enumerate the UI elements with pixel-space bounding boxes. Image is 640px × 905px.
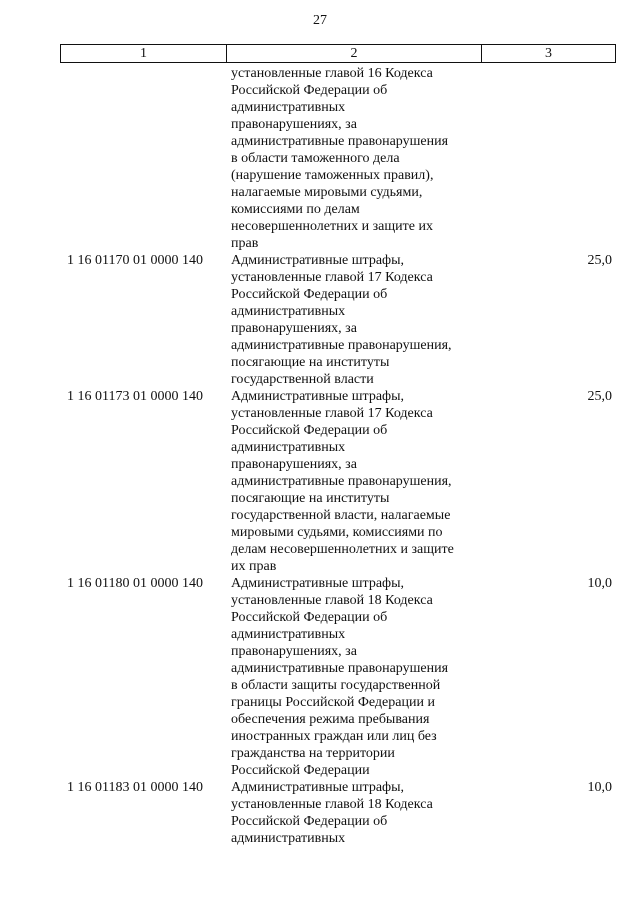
row-name-line: установленные главой 17 Кодекса [231,270,433,285]
row-name-line: гражданства на территории [231,746,395,761]
row-amount: 10,0 [587,780,612,795]
row-name-line: правонарушениях, за [231,644,357,659]
row-name-line: Административные штрафы, [231,389,405,404]
row-name-line: Российской Федерации об [231,814,388,829]
header-cell-code: 1 [61,45,227,63]
row-amount: 25,0 [587,389,612,404]
row-name-line: посягающие на институты [231,491,390,506]
table-row [60,388,615,575]
row-name-line: правонарушениях, за [231,321,357,336]
row-code [60,65,226,252]
table-rows [60,65,615,847]
row-name [226,388,481,575]
row-name-line: правонарушениях, за [231,117,357,132]
row-name-line: комиссиями по делам [231,202,360,217]
row-name-line: Российской Федерации об [231,423,388,438]
row-name-line: установленные главой 17 Кодекса [231,406,433,421]
row-name-line: установленные главой 16 Кодекса [231,66,433,81]
row-name-line: административные правонарушения [231,134,449,149]
row-code: 1 16 01170 01 0000 140 [67,253,203,268]
row-name-line: административных [231,831,346,846]
row-name-line: административные правонарушения, [231,474,452,489]
row-name-line: административные правонарушения, [231,338,452,353]
row-name-line: несовершеннолетних и защите их [231,219,433,234]
row-name-line: государственной власти, налагаемые [231,508,451,523]
table-row [60,575,615,779]
header-cell-name: 2 [227,45,482,63]
table-row [60,779,615,847]
row-name-line: Российской Федерации об [231,610,388,625]
row-name-line: Административные штрафы, [231,780,405,795]
row-name-line: в области защиты государственной [231,678,441,693]
row-name-line: (нарушение таможенных правил), [231,168,434,183]
table-body [60,65,615,847]
row-name-line: Российской Федерации [231,763,370,778]
row-name [226,252,481,388]
row-name-line: установленные главой 18 Кодекса [231,593,433,608]
row-amount: 10,0 [587,576,612,591]
row-amount: 25,0 [587,253,612,268]
page-number: 27 [313,13,327,28]
row-name-line: Административные штрафы, [231,576,405,591]
row-name-line: административных [231,627,346,642]
row-code: 1 16 01183 01 0000 140 [67,780,203,795]
header-row [61,45,616,63]
row-name-line: административных [231,440,346,455]
row-name-line: их прав [231,559,277,574]
row-name-line: Российской Федерации об [231,287,388,302]
row-name-line: мировыми судьями, комиссиями по [231,525,443,540]
row-code: 1 16 01180 01 0000 140 [67,576,203,591]
row-name-line: Административные штрафы, [231,253,405,268]
row-name-line: границы Российской Федерации и [231,695,435,710]
row-name-line: административных [231,100,346,115]
header-cell-amount: 3 [482,45,616,63]
row-name-line: делам несовершеннолетних и защите [231,542,454,557]
row-name-line: административные правонарушения [231,661,449,676]
table-header [60,44,616,63]
row-code: 1 16 01173 01 0000 140 [67,389,203,404]
row-name [226,65,481,252]
row-name-line: иностранных граждан или лиц без [231,729,437,744]
row-name [226,779,481,847]
row-name-line: Российской Федерации об [231,83,388,98]
row-name-line: посягающие на институты [231,355,390,370]
table-row [60,252,615,388]
row-amount [481,65,615,252]
row-name-line: в области таможенного дела [231,151,400,166]
row-name-line: административных [231,304,346,319]
row-name [226,575,481,779]
row-name-line: налагаемые мировыми судьями, [231,185,423,200]
row-name-line: правонарушениях, за [231,457,357,472]
row-name-line: прав [231,236,259,251]
row-name-line: обеспечения режима пребывания [231,712,430,727]
row-name-line: установленные главой 18 Кодекса [231,797,433,812]
table-row [60,65,615,252]
row-name-line: государственной власти [231,372,374,387]
